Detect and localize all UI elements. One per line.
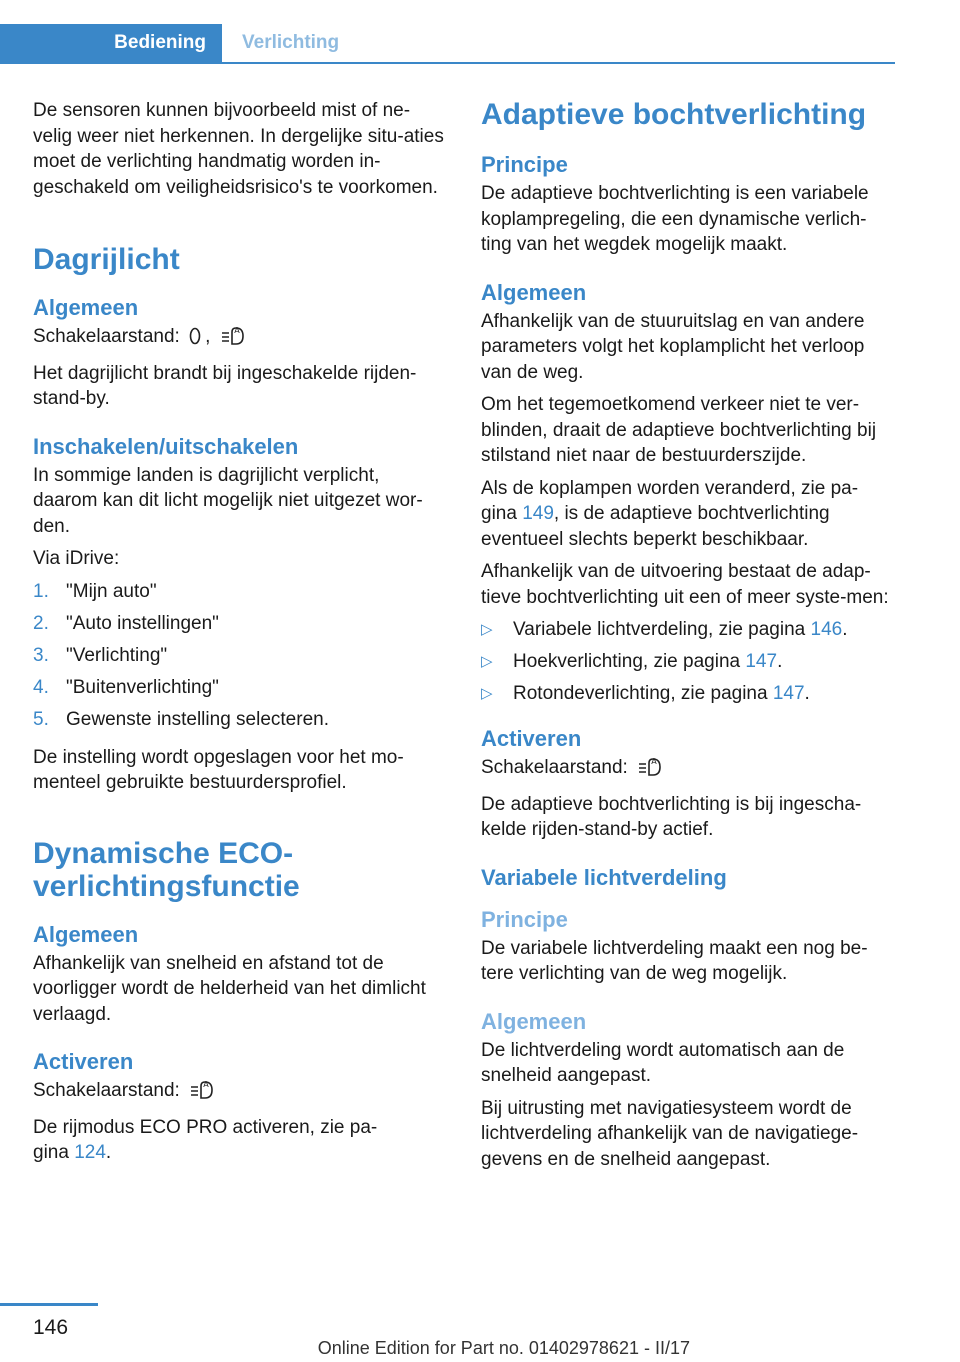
svg-text:A: A [203, 1080, 209, 1089]
triangle-bullet-icon: ▷ [481, 685, 493, 702]
list-item: ▷ Variabele lichtverdeling, zie pagina 146. [481, 619, 848, 640]
auto-headlight-icon [189, 1078, 215, 1108]
list-item: 4. "Buitenverlichting" [33, 676, 219, 698]
algemeen-paragraph-5: De lichtverdeling wordt automatisch aan de snelheid aangepast. [481, 1039, 845, 1086]
algemeen-paragraph-6: Bij uitrusting met navigatiesysteem wordt de lichtverdeling afhankelijk van de navigatiege-gevens en de snelheid aangepast. [481, 1097, 859, 1170]
svg-text:A: A [651, 757, 657, 766]
page-link-146[interactable]: 146 [810, 619, 843, 640]
heading-principe: Principe [481, 152, 568, 177]
heading-dagrijlicht: Dagrijlicht [33, 243, 180, 276]
via-idrive: Via iDrive: [33, 548, 120, 569]
heading-activeren-right: Activeren [481, 726, 582, 751]
eco-paragraph: Afhankelijk van snelheid en afstand tot de voorligger wordt de helderheid van het dimlicht verlaagd. [33, 952, 426, 1025]
switch-position-line [33, 324, 448, 354]
countries-paragraph: In sommige landen is dagrijlicht verplicht, daarom kan dit licht mogelijk niet uitgezet wor-den. [33, 464, 423, 537]
footer-rule [0, 1303, 98, 1306]
tab-verlichting[interactable]: Verlichting [242, 32, 340, 53]
principe-paragraph: De adaptieve bochtverlichting is een variabele koplampregeling, die een dynamische verlich-ting van het wegdek mogelijk maakt. [481, 183, 869, 255]
list-item: 5. Gewenste instelling selecteren. [33, 708, 329, 730]
idrive-steps [33, 579, 448, 739]
svg-text:A: A [233, 326, 240, 335]
list-item: 1. "Mijn auto" [33, 580, 157, 602]
principe2-paragraph: De variabele lichtverdeling maakt een nog be-tere verlichting van de weg mogelijk. [481, 937, 868, 984]
page-link-124[interactable]: 124 [74, 1142, 106, 1163]
heading-inschakelen: Inschakelen/uitschakelen [33, 433, 299, 459]
auto-headlight-icon [637, 755, 663, 785]
header-tabs [0, 24, 895, 64]
page-number: 146 [33, 1316, 69, 1339]
heading-activeren-eco: Activeren [33, 1049, 134, 1074]
list-item: ▷ Hoekverlichting, zie pagina 147. [481, 651, 783, 672]
algemeen-paragraph-4: Afhankelijk van de uitvoering bestaat de adap-tieve bochtverlichting uit een of meer syste-men: [481, 561, 889, 608]
edition-label: Online Edition for Part no. 01402978621 - II/17 [317, 1338, 690, 1358]
activeren-paragraph: De adaptieve bochtverlichting is bij ingescha-kelde rijden-stand-by actief. [481, 793, 862, 840]
switch-position-label: Schakelaarstand: [33, 326, 180, 347]
switch-position-line-eco: Schakelaarstand: A [33, 1078, 448, 1108]
heading-algemeen-2: Algemeen [481, 1008, 587, 1034]
tab-bediening[interactable]: Bediening [0, 24, 222, 62]
list-item: ▷ Rotondeverlichting, zie pagina 147. [481, 683, 810, 704]
page-link-147[interactable]: 147 [745, 651, 778, 672]
saved-paragraph: De instelling wordt opgeslagen voor het mo-menteel gebruikte bestuurdersprofiel. [33, 746, 404, 793]
algemeen-paragraph-1: Afhankelijk van de stuuruitslag en van andere parameters volgt het koplamplicht het verloop van de weg. [481, 310, 865, 383]
intro-paragraph: De sensoren kunnen bijvoorbeeld mist of ne-velig weer niet herkennen. In dergelijke situ-aties moet de verlichting handmatig worden in-geschakeld om veiligheidsrisico's te voorkomen. [33, 100, 444, 198]
auto-headlight-icon [220, 324, 246, 354]
light-switch-zero-icon [189, 326, 201, 354]
page-link-147-b[interactable]: 147 [772, 683, 805, 704]
heading-principe-2: Principe [481, 906, 568, 932]
right-column [481, 98, 891, 1179]
heading-algemeen-eco: Algemeen [33, 921, 139, 947]
heading-algemeen: Algemeen [33, 295, 139, 320]
page-link-149[interactable]: 149 [522, 503, 554, 524]
triangle-bullet-icon: ▷ [481, 621, 493, 638]
heading-adaptieve: Adaptieve bochtverlichting [481, 98, 867, 131]
list-item: 3. "Verlichting" [33, 644, 168, 666]
switch-position-line-right: Schakelaarstand: A [481, 755, 891, 785]
eco-pro-paragraph: De rijmodus ECO PRO activeren, zie pa- gina 124. [33, 1116, 378, 1163]
daylight-paragraph: Het dagrijlicht brandt bij ingeschakelde rijden-stand-by. [33, 362, 417, 409]
left-column [33, 98, 448, 1173]
comma: , [205, 326, 211, 347]
heading-variabele: Variabele lichtverdeling [481, 864, 727, 890]
list-item: 2. "Auto instellingen" [33, 612, 219, 634]
heading-eco: Dynamische ECO- verlichtingsfunctie [33, 836, 300, 903]
heading-algemeen-right: Algemeen [481, 279, 587, 305]
algemeen-paragraph-2: Om het tegemoetkomend verkeer niet te ver-blinden, draait de adaptieve bochtverlichting bij stilstand niet naar de bestuurderszijde. [481, 394, 877, 466]
systems-list [481, 617, 891, 713]
algemeen-paragraph-3: Als de koplampen worden veranderd, zie pa- gina 149, is de adaptieve bochtverlichting eventueel slechts beperkt beschikbaar. [481, 477, 859, 550]
triangle-bullet-icon: ▷ [481, 653, 493, 670]
